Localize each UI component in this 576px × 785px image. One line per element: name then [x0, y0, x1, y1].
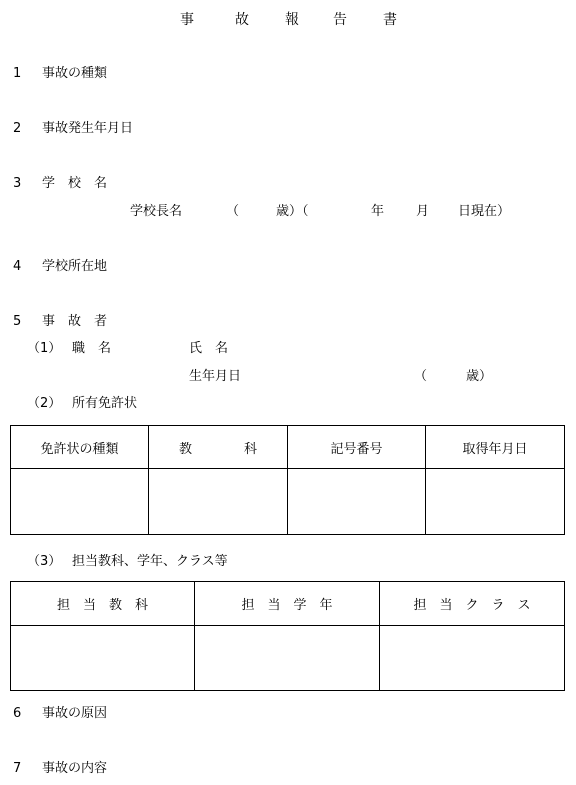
class-header-subject: 担 当 教 科: [11, 582, 195, 626]
item-3-label: 学 校 名: [42, 176, 108, 191]
license-table: [10, 425, 565, 535]
item-1-number: 1: [13, 66, 22, 81]
sub-1-label: 職 名: [72, 341, 112, 356]
item-2-number: 2: [13, 121, 22, 136]
license-cell-subject[interactable]: [149, 469, 288, 535]
title-char-3: 報: [285, 12, 299, 28]
title-char-2: 故: [235, 12, 249, 28]
principal-year-label: 年: [371, 204, 385, 219]
class-table-header-row: [11, 582, 565, 626]
principal-as-of-label: 日現在）: [458, 204, 511, 219]
item-4-number: 4: [13, 259, 22, 274]
sub-3-label: 担当教科、学年、クラス等: [72, 554, 228, 569]
license-header-type: 免許状の種類: [11, 426, 149, 469]
principal-age-unit: 歳）（: [276, 204, 309, 219]
table-row: [11, 469, 565, 535]
class-header-class: 担 当 ク ラ ス: [380, 582, 565, 626]
item-6-number: 6: [13, 706, 22, 721]
principal-age-open: （: [226, 204, 240, 219]
birthdate-label: 生年月日: [189, 369, 242, 384]
title-char-4: 告: [333, 12, 347, 28]
birthdate-age-unit: 歳）: [466, 369, 493, 384]
sub-1-number: （1）: [27, 341, 62, 356]
title-char-1: 事: [180, 12, 194, 28]
title-char-5: 書: [383, 12, 397, 28]
license-header-date: 取得年月日: [426, 426, 565, 469]
class-table: [10, 581, 565, 691]
license-cell-date[interactable]: [426, 469, 565, 535]
item-6-label: 事故の原因: [42, 706, 108, 721]
sub-3-number: （3）: [27, 554, 62, 569]
sub-2-number: （2）: [27, 396, 62, 411]
license-header-subject: 教 科: [149, 426, 288, 469]
table-row: [11, 626, 565, 691]
item-2-label: 事故発生年月日: [42, 121, 134, 136]
license-header-number: 記号番号: [288, 426, 426, 469]
name-label: 氏 名: [189, 341, 229, 356]
item-5-label: 事 故 者: [42, 314, 108, 329]
class-cell-grade[interactable]: [195, 626, 380, 691]
license-table-header-row: [11, 426, 565, 469]
class-cell-subject[interactable]: [11, 626, 195, 691]
license-cell-type[interactable]: [11, 469, 149, 535]
item-7-label: 事故の内容: [42, 761, 108, 776]
principal-label: 学校長名: [130, 204, 183, 219]
birthdate-age-open: （: [414, 369, 428, 384]
principal-month-label: 月: [416, 204, 430, 219]
sub-2-label: 所有免許状: [72, 396, 138, 411]
license-cell-number[interactable]: [288, 469, 426, 535]
item-3-number: 3: [13, 176, 22, 191]
class-cell-class[interactable]: [380, 626, 565, 691]
item-4-label: 学校所在地: [42, 259, 108, 274]
class-header-grade: 担 当 学 年: [195, 582, 380, 626]
item-7-number: 7: [13, 761, 22, 776]
item-5-number: 5: [13, 314, 22, 329]
item-1-label: 事故の種類: [42, 66, 108, 81]
